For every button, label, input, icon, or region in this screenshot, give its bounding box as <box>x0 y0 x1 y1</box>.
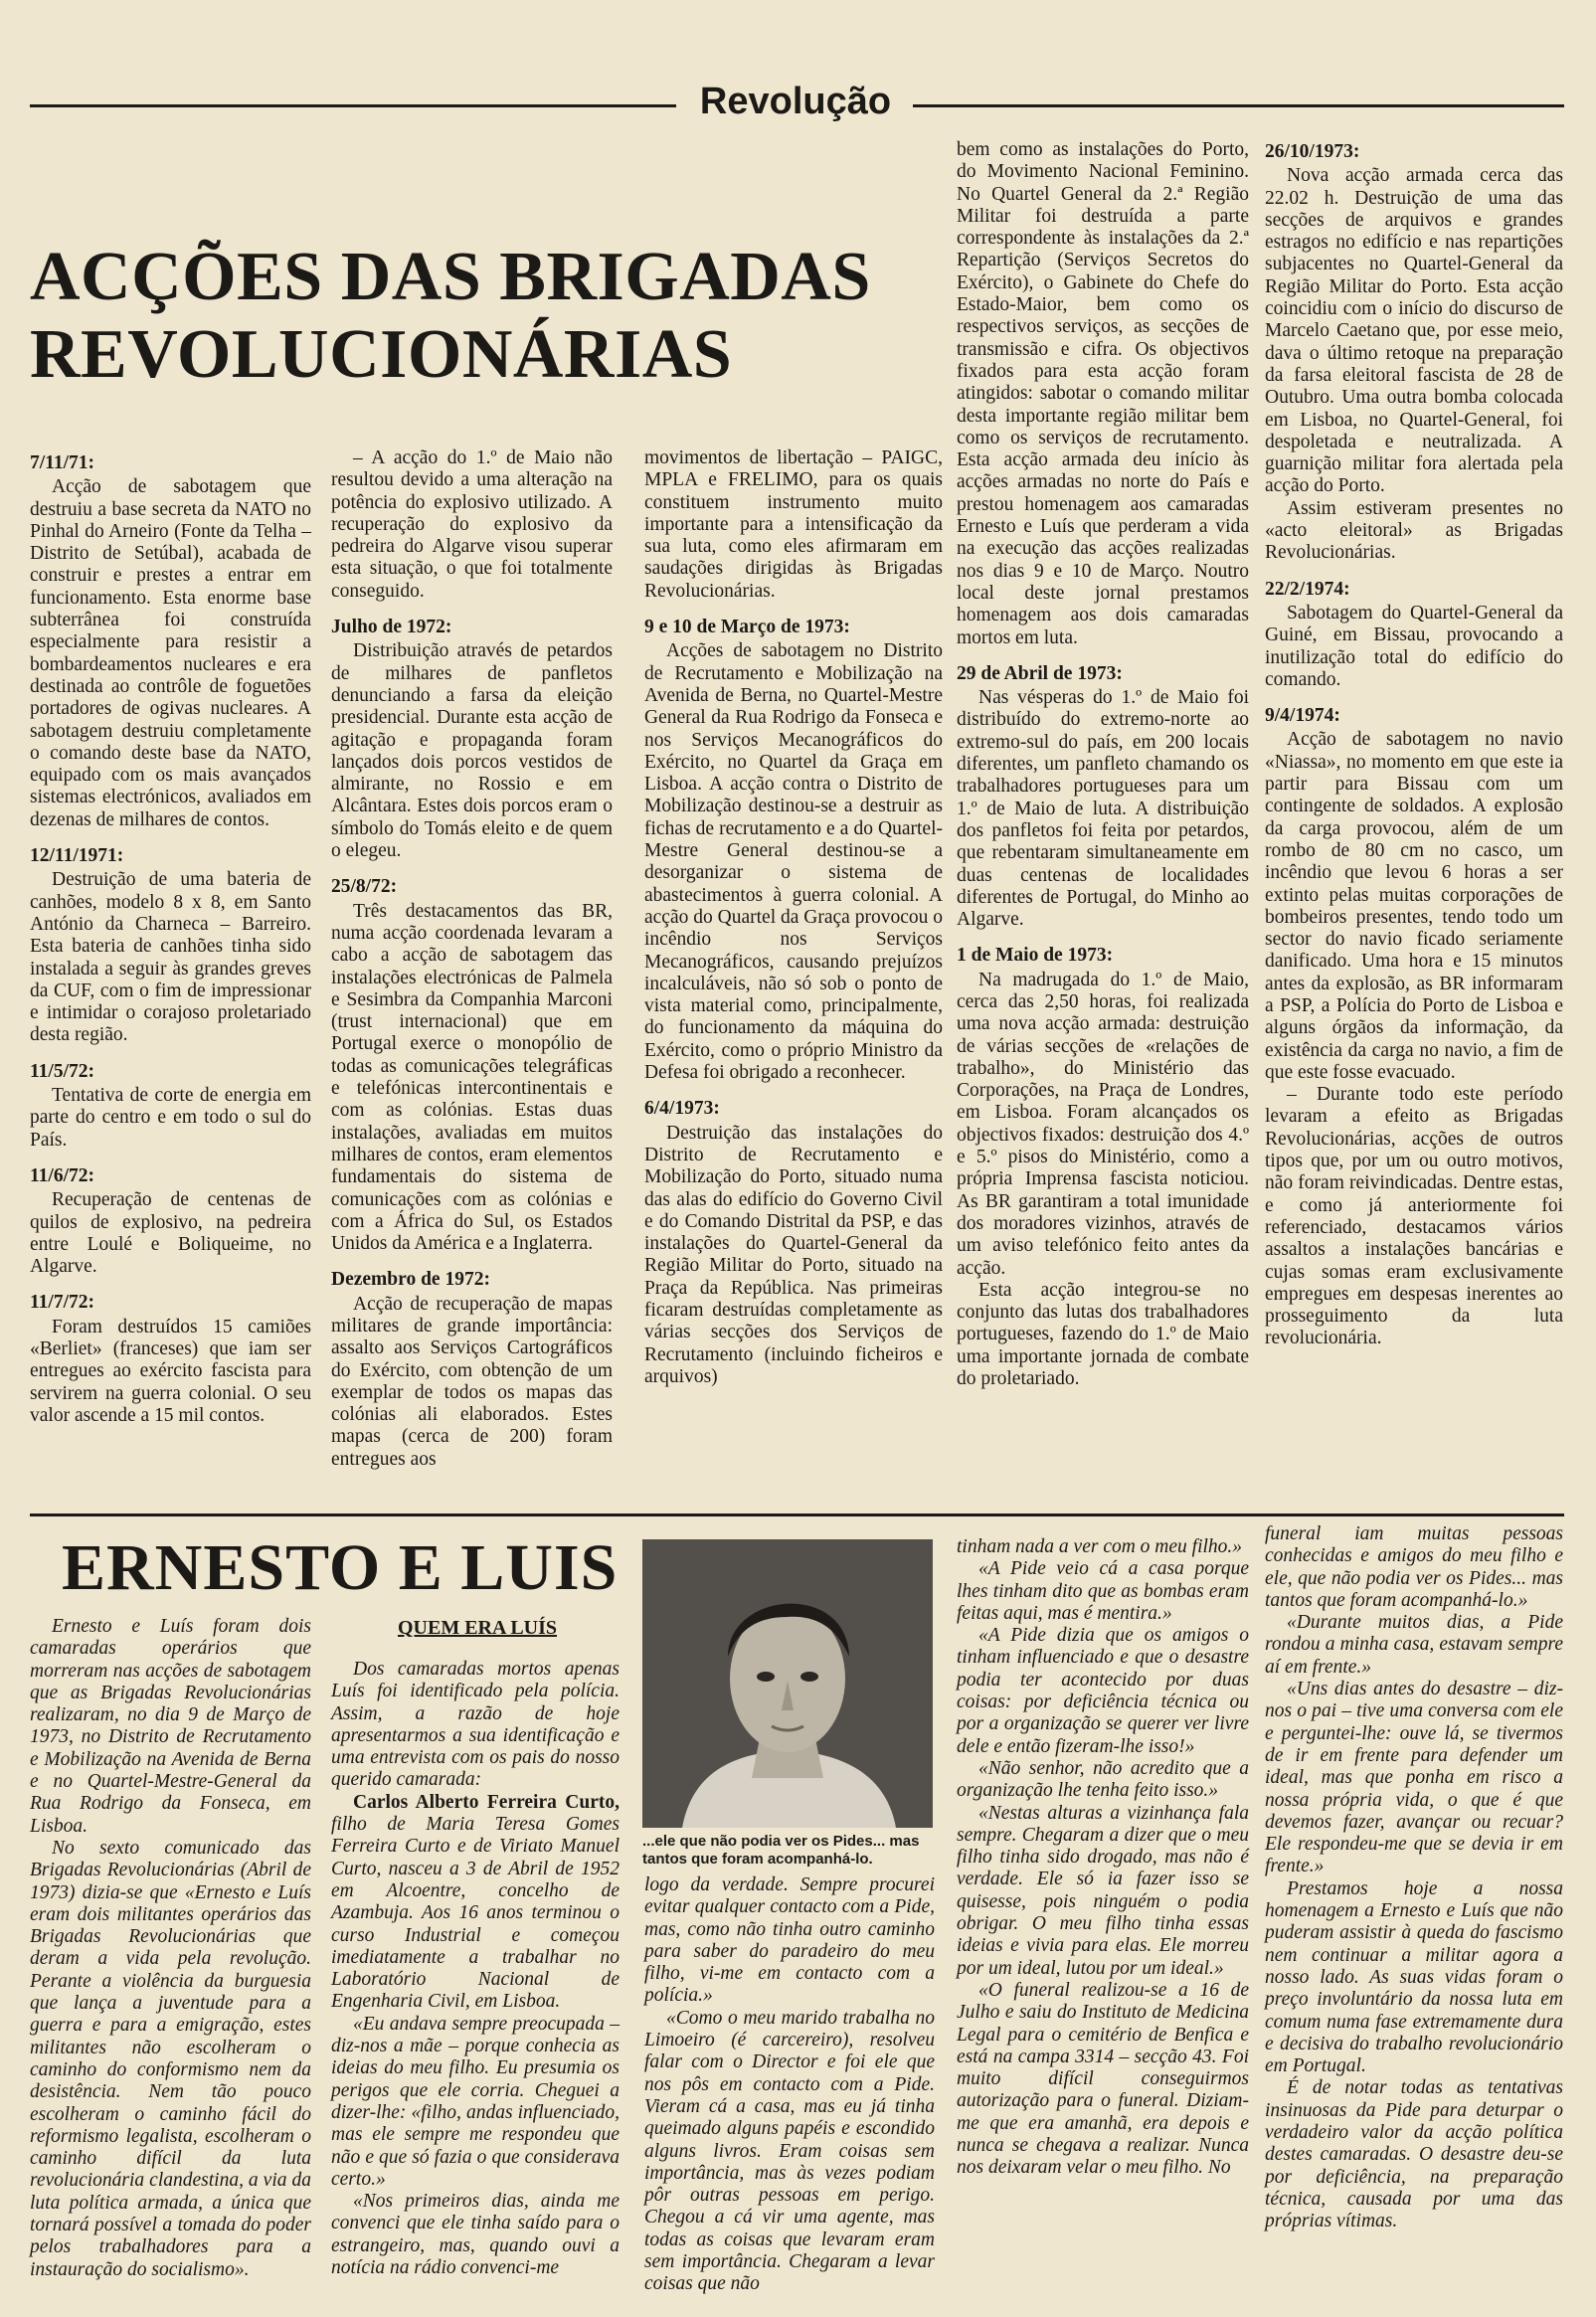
luis-portrait <box>642 1539 933 1828</box>
paragraph: «Como o meu marido trabalha no Limoeiro (é carcereiro), resolveu falar com o Director e foi ele que nos pôs em contacto com a Pide. Vieram cá a casa, mas eu já tinha queimado alguns papéis e escondido alguns livros. Eram coisas sem importância, mas às vezes podiam pôr outras pessoas em perigo. Chegou a cá vir uma agente, mas todas as coisas que levaram eram sem importância. Chegaram a levar coisas que não <box>644 2007 935 2295</box>
entry-text: Distribuição através de petardos de milhares de panfletos denunciando a farsa da eleição presidencial. Durante esta acção de agitação e propaganda foram lançados dois porcos vestidos de almirante, no Rossio e em Alcântara. Estes dois porcos eram o símbolo do Tomás eleito e de quem o elegeu. <box>331 640 613 862</box>
paragraph: logo da verdade. Sempre procurei evitar qualquer contacto com a Pide, mas, como não tinha outro caminho para saber do paradeiro do meu filho, vi-me em contacto com a polícia.» <box>644 1874 935 2007</box>
luis-portrait-photo <box>642 1539 933 1828</box>
ernesto-subtitle: QUEM ERA LUÍS <box>397 1617 558 1639</box>
paragraph: No sexto comunicado das Brigadas Revolucionárias (Abril de 1973) dizia-se que «Ernesto e Luís eram dois militantes operários das Brigadas Revolucionárias que deram a vida pela revolução. Perante a violência da burguesia que lança a juventude para a guerra e para a emigração, estes militantes não escolheram o caminho do conformismo nem da desistência. Nem tão pouco escolheram o caminho fácil do reformismo legalista, escolheram o caminho difícil da luta revolucionária clandestina, a via da luta política armada, a única que tornará possível a tomada do poder pelos trabalhadores para a instauração do socialismo». <box>30 1837 311 2280</box>
entry-date: 26/10/1973: <box>1265 141 1360 162</box>
ernesto-column-4 <box>957 1536 1249 2180</box>
brigadas-column-1 <box>30 452 311 1427</box>
entry-date: Julho de 1972: <box>331 617 452 638</box>
entry-date: 11/6/72: <box>30 1164 95 1186</box>
paragraph: «Nos primeiros dias, ainda me convenci que ele tinha saído para o estrangeiro, mas, quando ouvi a notícia na rádio convenci-me <box>331 2191 620 2279</box>
entry-date: 1 de Maio de 1973: <box>957 945 1114 967</box>
brigadas-column-3 <box>644 447 943 1388</box>
ernesto-title: ERNESTO E LUIS <box>62 1531 619 1604</box>
entry-text: Acção de sabotagem que destruiu a base secreta da NATO no Pinhal do Arneiro (Fonte da Telha – Distrito de Setúbal), acabada de construir e prestes a entrar em funcionamento. Esta enorme base subterrânea foi construída especialmente para resistir a bombardeamentos nucleares e era destinada ao contrôle de foguetões portadores de ogivas nucleares. A sabotagem destruiu completamente o comando deste base da NATO, equipado com os mais avançados sistemas electrónicos, avaliados em dezenas de milhares de contos. <box>30 476 311 830</box>
entry-date: 25/8/72: <box>331 876 398 898</box>
brigadas-column-2 <box>331 447 613 1471</box>
paragraph: «Durante muitos dias, a Pide rondou a minha casa, estavam sempre aí em frente.» <box>1265 1612 1563 1678</box>
entry-text: Nova acção armada cerca das 22.02 h. Destruição de uma das secções de arquivos e grandes estragos no edifício e nas repartições subjacentes no Quartel-General da Região Militar do Porto. Esta acção coincidiu com o início do discurso de Marcelo Caetano que, por esse meio, dava o último retoque na preparação da farsa eleitoral fascista de 28 de Outubro. Uma outra bomba colocada em Lisboa, no Quartel-General, foi despoletada e neutralizada. A guarnição militar fora alertada pela acção do Porto. <box>1265 165 1563 497</box>
paragraph: «A Pide dizia que os amigos o tinham influenciado e que o desastre podia ter acontecido por duas coisas: por deficiência técnica ou por a organização se querer ver livre dele e então fizeram-lhe isso!» <box>957 1625 1249 1757</box>
paragraph: «Nestas alturas a vizinhança fala sempre. Chegaram a dizer que o meu filho tinha sido drogado, mas não é verdade. Ele só ia fazer isso se quisesse, pois ninguém o podia obrigar. O meu filho tinha essas ideias e vivia para elas. Ele morreu por um ideal, lutou por um ideal.» <box>957 1802 1249 1979</box>
entry-text: Recuperação de centenas de quilos de explosivo, na pedreira entre Loulé e Boliqueime, no Algarve. <box>30 1189 311 1278</box>
entry-text: Esta acção integrou-se no conjunto das lutas dos trabalhadores portugueses, fazendo do 1.º de Maio uma importante jornada de combate do proletariado. <box>957 1279 1249 1390</box>
paragraph: Ernesto e Luís foram dois camaradas operários que morreram nas acções de sabotagem que as Brigadas Revolucionárias realizaram, no dia 9 de Março de 1973, no Distrito de Recrutamento e Mobilização na Avenida de Berna e no Quartel-Mestre-General da Rua Rodrigo da Fonseca, em Lisboa. <box>30 1616 311 1837</box>
header-rule-left <box>30 104 676 107</box>
paragraph: «Uns dias antes do desastre – diz-nos o pai – tive uma conversa com ele e perguntei-lhe: ouve lá, se tivermos de ir em frente para defender um ideal, mas que ponha em risco a nossa própria vida, o que é que devemos fazer, avançar ou recuar? Ele respondeu-me que se devia ir em frente.» <box>1265 1679 1563 1877</box>
photo-caption: ...ele que não podia ver os Pides... mas tantos que foram acompanhá-lo. <box>642 1833 920 1868</box>
entry-text: Na madrugada do 1.º de Maio, cerca das 2,50 horas, foi realizada uma nova acção armada: destruição de várias secções de «relações de trabalho», do Ministério das Corporações, na Praça de Londres, em Lisboa. Foram alcançados os objectivos fixados: destruição dos 4.º e 5.º pisos do Ministério, como a própria Imprensa fascista noticiou. As BR garantiram a total imunidade dos moradores vizinhos, através de um aviso telefónico feito antes da acção. <box>957 969 1249 1279</box>
entry-date: 9/4/1974: <box>1265 705 1340 727</box>
ernesto-column-1 <box>30 1616 311 2281</box>
header-rule-right <box>913 104 1564 107</box>
paragraph: É de notar todas as tentativas insinuosas da Pide para deturpar o verdadeiro valor da acção política destes camaradas. O desastre deu-se por deficiência, na preparação técnica, causada por uma das próprias vítimas. <box>1265 2077 1563 2232</box>
brigadas-column-4 <box>957 139 1249 1390</box>
section-header: Revolução <box>699 81 892 122</box>
paragraph: tinham nada a ver com o meu filho.» <box>957 1536 1243 1557</box>
entry-text: Três destacamentos das BR, numa acção coordenada levaram a cabo a acção de sabotagem das instalações electrónicas de Palmela e Sesimbra da Companhia Marconi (trust internacional) que em Portugal exerce o monopólio de todas as comunicações telegráficas e telefónicas intercontinentais e com as colónias. Estas duas instalações, avaliadas em muitos milhares de contos, eram elementos fundamentais do sistema de comunicações com as colónias e com a África do Sul, os Estados Unidos da América e a Inglaterra. <box>331 900 613 1255</box>
entry-text: Assim estiveram presentes no «acto eleitoral» as Brigadas Revolucionárias. <box>1265 497 1563 564</box>
entry-date: 12/11/1971: <box>30 845 124 867</box>
entry-text: Tentativa de corte de energia em parte do centro e em todo o sul do País. <box>30 1085 311 1151</box>
entry-date: Dezembro de 1972: <box>331 1269 490 1291</box>
entry-text: – Durante todo este período levaram a efeito as Brigadas Revolucionárias, acções de outros tipos que, por um ou outro motivos, não foram reivindicadas. Dentre estas, e como já anteriormente foi referenciado, destacamos vários assaltos a instalações bancárias e cujas somas eram exclusivamente empregues em despesas inerentes ao prosseguimento da luta revolucionária. <box>1265 1084 1563 1349</box>
entry-text: bem como as instalações do Porto, do Movimento Nacional Feminino. No Quartel General da 2.ª Região Militar foi destruída a parte correspondente às instalações da 2.ª Repartição (Serviços Secretos do Exército), o Gabinete do Chefe do Estado-Maior, bem como os respectivos serviços, as secções de transmissão e cifra. Os objectivos fixados para esta acção foram atingidos: sabotar o comando militar desta importante região militar bem como os serviços de recrutamento. Esta acção armada deu início às acções armadas no norte do País e prestou homenagem aos camaradas Ernesto e Luís que perderam a vida na execução das acções realizadas nos dias 9 e 10 de Março. Noutro local deste jornal prestamos homenagem aos dois camaradas mortos em luta. <box>957 139 1249 648</box>
entry-text: Acção de sabotagem no navio «Niassa», no momento em que este ia partir para Bissau com um contingente de soldados. A explosão da carga provocou, além de um rombo de 80 cm no casco, um incêndio que levou 6 horas a ser extinto pelas muitas corporações de bombeiros presentes, tendo todo um sector do navio ficado seriamente danificado. Uma hora e 15 minutos antes da explosão, as BR informaram a PSP, a Polícia do Porto de Lisboa e alguns órgãos da informação, da existência da carga no navio, a fim de que este fosse evacuado. <box>1265 729 1563 1083</box>
entry-date: 7/11/71: <box>30 452 95 473</box>
entry-text: movimentos de libertação – PAIGC, MPLA e FRELIMO, para os quais constituem instrumento muito importante para a intensificação da sua luta, como eles afirmaram em saudações dirigidas às Brigadas Revolucionárias. <box>644 447 943 602</box>
entry-date: 29 de Abril de 1973: <box>957 662 1123 684</box>
ernesto-column-2-quotes <box>331 2014 620 2280</box>
ernesto-column-3 <box>644 1874 935 2296</box>
section-divider <box>30 1514 1564 1516</box>
entry-date: 9 e 10 de Março de 1973: <box>644 617 850 638</box>
entry-date: 22/2/1974: <box>1265 578 1350 600</box>
entry-text: – A acção do 1.º de Maio não resultou devido a uma alteração na potência do explosivo utilizado. A recuperação do explosivo da pedreira do Algarve visou superar esta situação, o que foi totalmente conseguido. <box>331 447 613 602</box>
ernesto-column-2 <box>331 1659 620 2279</box>
paragraph: «O funeral realizou-se a 16 de Julho e saiu do Instituto de Medicina Legal para o cemitério de Benfica e está na campa 3314 – secção 43. Foi muito difícil conseguirmos autorização para o funeral. Diziam-me que era amanhã, era depois e nunca se chegava a realizar. Nunca nos deixaram velar o meu filho. No <box>957 1979 1249 2179</box>
paragraph: Prestamos hoje a nossa homenagem a Ernesto e Luís que não puderam assistir à queda do fascismo nem continuar a militar agora a nosso lado. As suas vidas foram o preço involuntário da nossa luta em comum numa fase extremamente dura e decisiva do trabalho revolucionário em Portugal. <box>1265 1877 1563 2077</box>
entry-text: Acções de sabotagem no Distrito de Recrutamento e Mobilização na Avenida de Berna, no Quartel-Mestre General da Rua Rodrigo da Fonseca e nos Serviços Mecanográficos do Exército, no Quartel da Graça em Lisboa. A acção contra o Distrito de Mobilização destinou-se a destruir as fichas de recrutamento e a do Quartel-Mestre General destinou-se a desorganizar o sistema de abastecimentos à guerra colonial. A acção do Quartel da Graça provocou o incêndio nos Serviços Mecanográficos, causando prejuízos incalculáveis, não só sob o ponto de vista material como, principalmente, do funcionamento da máquina do Exército, como o próprio Ministro da Defesa foi obrigado a reconhecer. <box>644 640 943 1084</box>
ernesto-column-5 <box>1265 1523 1563 2233</box>
entry-date: 11/5/72: <box>30 1060 95 1082</box>
entry-date: 11/7/72: <box>30 1292 95 1314</box>
ernesto-column-2-intro: Dos camaradas mortos apenas Luís foi identificado pela polícia. Assim, a razão de hoje apresentarmos a sua identificação e uma entrevista com os pais do nosso querido camarada: <box>331 1659 620 1791</box>
paragraph: «A Pide veio cá a casa porque lhes tinham dito que as bombas eram feitas aqui, mas é mentira.» <box>957 1558 1249 1624</box>
entry-text: Foram destruídos 15 camiões «Berliet» (franceses) que iam ser entregues ao exército fascista para servirem na guerra colonial. O seu valor ascende a 15 mil contos. <box>30 1316 311 1426</box>
ernesto-column-2-bio <box>331 1792 620 2014</box>
ernesto-column-2-bio-text: filho de Maria Teresa Gomes Ferreira Curto e de Viriato Manuel Curto, nasceu a 3 de Abril de 1952 em Alcoentre, concelho de Azambuja. Aos 16 anos terminou o curso Industrial e começou imediatamente a trabalhar no Laboratório Nacional de Engenharia Civil, em Lisboa. <box>331 1814 620 2013</box>
entry-text: Acção de recuperação de mapas militares de grande importância: assalto aos Serviços Cartográficos do Exército, com obtenção de um exemplar de todos os mapas das colónias ali elaborados. Estes mapas (cerca de 200) foram entregues aos <box>331 1293 613 1470</box>
entry-text: Nas vésperas do 1.º de Maio foi distribuído do extremo-norte ao extremo-sul do país, em 200 locais diferentes, um panfleto chamando os trabalhadores portugueses para um 1.º de Maio de luta. A distribuição dos panfletos foi feita por petardos, que rebentaram simultaneamente em duas centenas de localidades diferentes de Portugal, do Minho ao Algarve. <box>957 687 1249 931</box>
brigadas-title-line2: REVOLUCIONÁRIAS <box>30 316 733 393</box>
entry-text: Destruição de uma bateria de canhões, modelo 8 x 8, em Santo António da Charneca – Barreiro. Esta bateria de canhões tinha sido instalada a seguir às grandes greves da CUF, com o fim de impressionar e intimidar o corajoso proletariado desta região. <box>30 869 311 1046</box>
paragraph: «Não senhor, não acredito que a organização lhe tenha feito isso.» <box>957 1757 1249 1802</box>
paragraph: «Eu andava sempre preocupada – diz-nos a mãe – porque conhecia as ideias do meu filho. Eu presumia os perigos que ele corria. Cheguei a dizer-lhe: «filho, andas influenciado, mas ele sempre me respondeu que não e que só fazia o que considerava certo.» <box>331 2013 620 2190</box>
luis-fullname: Carlos Alberto Ferreira Curto, <box>353 1791 620 1813</box>
entry-text: Destruição das instalações do Distrito de Recrutamento e Mobilização do Porto, situado numa das alas do edifício do Governo Civil e do Comando Distrital da PSP, e das instalações do Quartel-General da Região Militar do Porto, situado na Praça da República. Nas primeiras ficaram destruídas completamente as várias secções dos Serviços de Recrutamento (incluindo ficheiros e arquivos) <box>644 1122 943 1387</box>
brigadas-column-5 <box>1265 141 1563 1350</box>
entry-date: 6/4/1973: <box>644 1098 720 1120</box>
brigadas-title-line1: ACÇÕES DAS BRIGADAS <box>30 239 871 315</box>
brigadas-title <box>30 239 945 394</box>
entry-text: Sabotagem do Quartel-General da Guiné, em Bissau, provocando a inutilização total do edifício do comando. <box>1265 602 1563 690</box>
paragraph: funeral iam muitas pessoas conhecidas e amigos do meu filho e ele, que não podia ver os Pides... mas tantos que foram acompanhá-lo.» <box>1265 1523 1563 1611</box>
